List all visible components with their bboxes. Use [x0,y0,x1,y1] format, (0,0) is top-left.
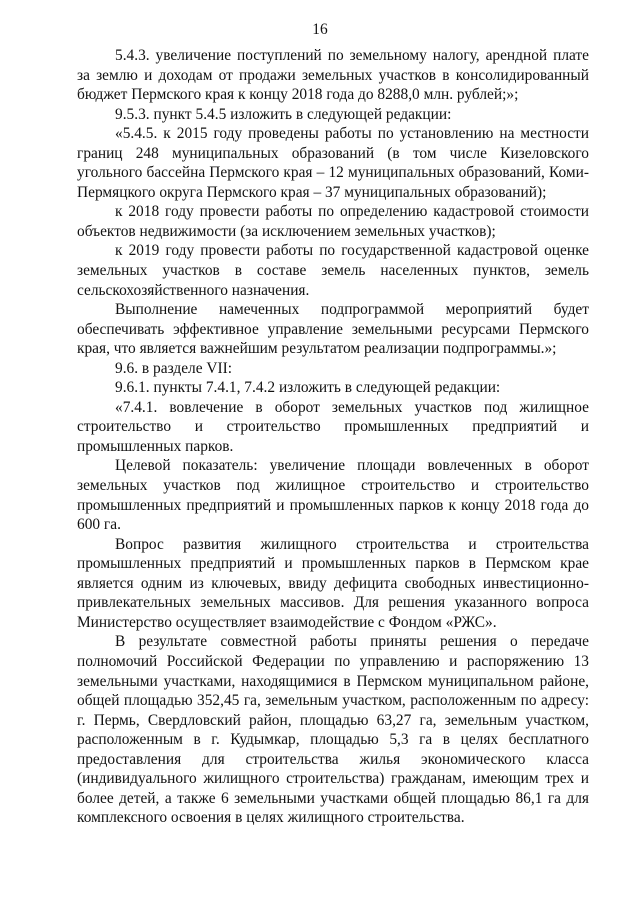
paragraph-housing-question: Вопрос развития жилищного строительства и строительства промышленных предприятий и промышленных парков в Пермском крае является одним из ключевых, ввиду дефицита свободных инвестиционно-привлекательных земельных массивов. Для решения указанного вопроса Министерство осуществляет взаимодействие с Фондом «РЖС». [77,535,589,631]
paragraph-9-6: 9.6. в разделе VII: [115,359,233,377]
document-body [77,46,589,828]
paragraph-2019-valuation: к 2019 году провести работы по государственной кадастровой оценке земельных участков в составе земель населенных пунктов, земель сельскохозяйственного назначения. [77,242,589,299]
paragraph-9-5-3: 9.5.3. пункт 5.4.5 изложить в следующей редакции: [115,105,452,123]
paragraph-5-4-5: «5.4.5. к 2015 году проведены работы по установлению на местности границ 248 муниципальных образований (в том числе Кизеловского угольного бассейна Пермского края – 12 муниципальных образований, Коми-Пермяцкого округа Пермского края – 37 муниципальных образований); [77,125,589,201]
paragraph-5-4-3: 5.4.3. увеличение поступлений по земельному налогу, арендной плате за землю и доходам от продажи земельных участков в консолидированный бюджет Пермского края к концу 2018 года до 8288,0 млн. рублей;»; [77,47,589,104]
paragraph-target-indicator: Целевой показатель: увеличение площади вовлеченных в оборот земельных участков под жилищное строительство и строительство промышленных предприятий и промышленных парков к концу 2018 года до 600 га. [77,457,589,534]
paragraph-9-6-1: 9.6.1. пункты 7.4.1, 7.4.2 изложить в следующей редакции: [115,379,501,397]
paragraph-7-4-1: «7.4.1. вовлечение в оборот земельных участков под жилищное строительство и строительство промышленных предприятий и промышленных парков. [77,398,589,455]
paragraph-subprogram-result: Выполнение намеченных подпрограммой мероприятий будет обеспечивать эффективное управление земельными ресурсами Пермского края, что является важнейшим результатом реализации подпрограммы.»; [77,301,589,358]
paragraph-joint-work-result: В результате совместной работы приняты решения о передаче полномочий Российской Федерации по управлению и распоряжению 13 земельными участками, находящимися в Пермском муниципальном районе, общей площадью 352,45 га, земельным участком, расположенным по адресу: г. Пермь, Свердловский район, площадью 63,27 га, земельным участком, расположенным в г. Кудымкар, площадью 5,3 га в целях бесплатного предоставления для строительства жилья экономического класса (индивидуального жилищного строительства) гражданам, имеющим трех и более детей, а также 6 земельными участками общей площадью 86,1 га для комплексного освоения в целях жилищного строительства. [77,633,589,827]
page-number: 16 [312,21,328,38]
paragraph-2018-cadastral: к 2018 году провести работы по определению кадастровой стоимости объектов недвижимости (за исключением земельных участков); [77,203,589,240]
